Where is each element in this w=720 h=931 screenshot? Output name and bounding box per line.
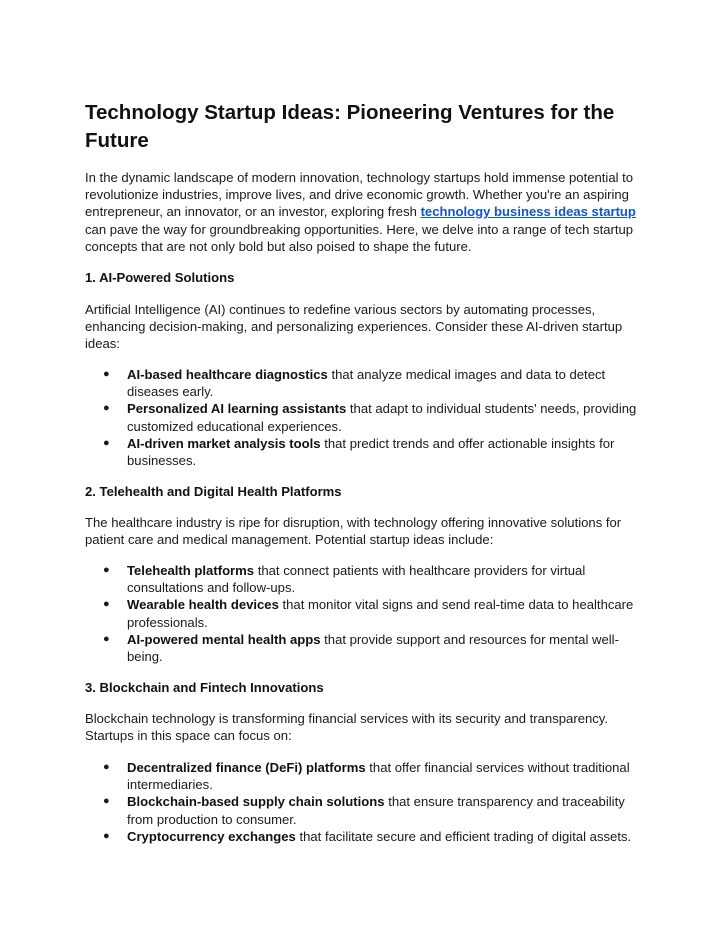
list-item-text: that connect patients with healthcare providers for virtual consultations and follow-ups.: [127, 563, 586, 596]
list-item-bold: AI-based healthcare diagnostics: [127, 367, 328, 382]
list-item-text: that ensure transparency and traceability from production to consumer.: [127, 794, 625, 827]
bullet-icon: ●: [103, 795, 110, 808]
section-heading-ai: 1. AI-Powered Solutions: [85, 270, 235, 285]
bullet-icon: ●: [103, 368, 110, 380]
list-item-bold: Cryptocurrency exchanges: [127, 828, 296, 844]
list-item: [0, 562, 637, 596]
list-item: [0, 435, 637, 469]
business-ideas-link[interactable]: technology business ideas startup: [420, 204, 636, 220]
document-title: Technology Startup Ideas: Pioneering Ventures for the Future: [85, 101, 615, 152]
bullet-icon: ●: [103, 564, 110, 576]
list-item: [0, 759, 637, 793]
list-item-bold: Blockchain-based supply chain solutions: [127, 794, 385, 810]
list-item-text: that offer financial services without traditional intermediaries.: [127, 760, 630, 793]
list-item-text: that analyze medical images and data to detect diseases early.: [127, 367, 606, 400]
list-item-bold: AI-driven market analysis tools: [127, 435, 321, 451]
list-item: [0, 793, 637, 827]
intro-text-after-link: can pave the way for groundbreaking opportunities. Here, we delve into a range of tech startup concepts that are not only bold but also poised to shape the future.: [85, 221, 634, 254]
list-item: [0, 596, 637, 630]
section-paragraph-ai: Artificial Intelligence (AI) continues to redefine various sectors by automating processes, enhancing decision-making, and personalizing experiences. Consider these AI-driven startup ideas:: [85, 302, 623, 352]
bullet-list-blockchain: [0, 759, 637, 845]
bullet-list-ai: [0, 366, 637, 469]
list-item-text: that monitor vital signs and send real-time data to healthcare professionals.: [127, 597, 634, 630]
intro-text-before-link: In the dynamic landscape of modern innovation, technology startups hold immense potential to revolutionize industries, improve lives, and drive economic growth. Whether you're an aspiring entrepreneur, an innovator, or an investor, exploring fresh: [85, 170, 634, 220]
list-item-bold: Telehealth platforms: [127, 563, 255, 578]
section-paragraph-blockchain: Blockchain technology is transforming financial services with its security and transparency. Startups in this space can focus on:: [85, 711, 609, 744]
bullet-icon: ●: [103, 436, 110, 449]
list-item-text: that predict trends and offer actionable insights for businesses.: [127, 435, 615, 469]
list-item-text: that provide support and resources for mental well-being.: [127, 631, 619, 665]
list-item-text: that adapt to individual students' needs, providing customized educational experiences.: [127, 401, 637, 434]
bullet-icon: ●: [103, 402, 110, 415]
list-item-bold: Wearable health devices: [127, 597, 279, 613]
bullet-list-telehealth: [0, 562, 637, 665]
bullet-icon: ●: [103, 598, 110, 611]
section-paragraph-telehealth: The healthcare industry is ripe for disruption, with technology offering innovative solutions for patient care and medical management. Potential startup ideas include:: [85, 515, 622, 548]
list-item: [0, 366, 637, 400]
list-item-bold: Decentralized finance (DeFi) platforms: [127, 760, 366, 775]
list-item: [0, 828, 637, 845]
bullet-icon: ●: [103, 632, 110, 645]
bullet-icon: ●: [103, 761, 110, 773]
list-item-bold: Personalized AI learning assistants: [127, 401, 347, 417]
list-item-text: that facilitate secure and efficient trading of digital assets.: [295, 828, 632, 844]
intro-paragraph: [85, 169, 645, 255]
list-item-bold: AI-powered mental health apps: [127, 631, 321, 647]
section-heading-blockchain: 3. Blockchain and Fintech Innovations: [85, 680, 324, 695]
list-item: [0, 400, 637, 434]
bullet-icon: ●: [103, 829, 110, 842]
list-item: [0, 631, 637, 665]
section-heading-telehealth: 2. Telehealth and Digital Health Platforms: [85, 484, 342, 499]
